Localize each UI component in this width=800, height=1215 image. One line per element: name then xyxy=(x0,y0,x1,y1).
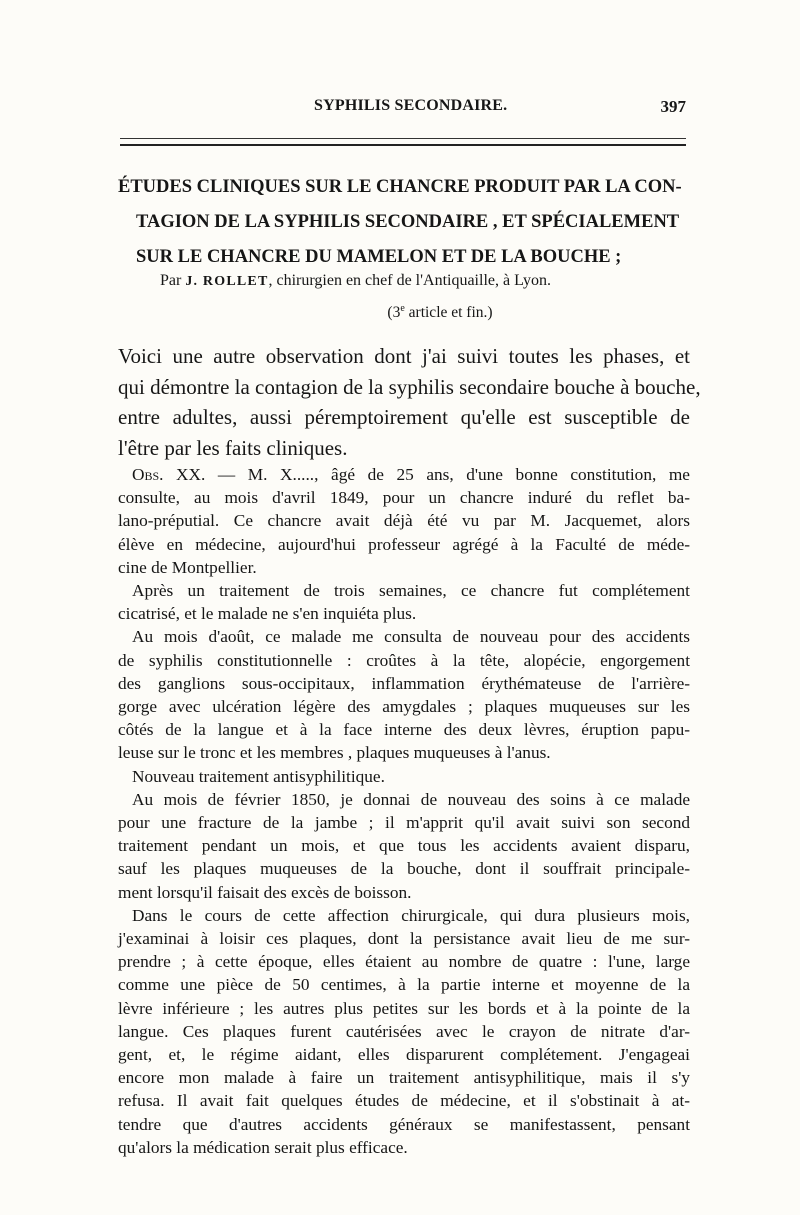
text-line: Au mois de février 1850, je donnai de nouveau des soins à ce malade xyxy=(132,789,690,809)
intro-line: entre adultes, aussi péremptoirement qu'elle est susceptible de xyxy=(118,405,690,429)
byline xyxy=(160,272,680,290)
text-line: langue. Ces plaques furent cautérisées avec le crayon de nitrate d'ar- xyxy=(118,1021,690,1041)
text-line: élève en médecine, aujourd'hui professeur agrégé à la Faculté de méde- xyxy=(118,534,690,554)
text-line: lano-préputial. Ce chancre avait déjà été vu par M. Jacquemet, alors xyxy=(118,511,690,531)
article-title-line: TAGION DE LA SYPHILIS SECONDAIRE , ET SPÉCIALEMENT xyxy=(136,212,680,232)
part-note-superscript: e xyxy=(400,303,405,314)
observation-first-line xyxy=(118,463,690,486)
article-title xyxy=(118,170,690,275)
part-note-open: (3 xyxy=(387,304,401,322)
intro-line: l'être par les faits cliniques. xyxy=(118,435,348,460)
header-rule xyxy=(120,138,686,146)
text-line: cine de Montpellier. xyxy=(118,557,257,577)
text-line: traitement pendant un mois, et que tous les accidents avaient disparu, xyxy=(118,836,690,856)
text-line: encore mon malade à faire un traitement antisyphilitique, mais il s'y xyxy=(118,1068,690,1088)
page-number: 397 xyxy=(660,97,686,116)
text-line: lèvre inférieure ; les autres plus petites sur les bords et à la pointe de la xyxy=(118,998,690,1018)
byline-affiliation: , chirurgien en chef de l'Antiquaille, à Lyon. xyxy=(268,272,551,289)
text-line: sauf les plaques muqueuses de la bouche, dont il souffrait principale- xyxy=(118,859,690,879)
running-head xyxy=(120,97,686,121)
text-line: consulte, au mois d'avril 1849, pour un chancre induré du reflet ba- xyxy=(118,488,690,508)
text-line: comme une pièce de 50 centimes, à la partie interne et moyenne de la xyxy=(118,975,690,995)
text-line: Après un traitement de trois semaines, ce chancre fut complétement xyxy=(132,581,690,601)
article-part-note xyxy=(0,303,800,322)
text-line: ment lorsqu'il faisait des excès de boisson. xyxy=(118,882,412,902)
text-line: prendre ; à cette époque, elles étaient au nombre de quatre : l'une, large xyxy=(118,952,690,972)
intro-paragraph xyxy=(118,341,701,463)
text-line: tendre que d'autres accidents généraux se manifestassent, pensant xyxy=(118,1114,690,1134)
observation-text xyxy=(118,463,690,1159)
intro-line: Voici une autre observation dont j'ai suivi toutes les phases, et xyxy=(118,344,690,368)
text-line: qu'alors la médication serait plus efficace. xyxy=(118,1137,408,1157)
intro-line: qui démontre la contagion de la syphilis secondaire bouche à bouche, xyxy=(118,374,701,399)
observation-first-line-text: — M. X....., âgé de 25 ans, d'une bonne constitution, me xyxy=(205,465,690,484)
author-name: J. ROLLET xyxy=(185,274,269,289)
byline-prefix: Par xyxy=(160,272,182,289)
text-line: Nouveau traitement antisyphilitique. xyxy=(132,766,385,786)
text-line: des ganglions sous-occipitaux, inflammation érythémateuse de l'arrière- xyxy=(118,673,690,693)
text-line: Dans le cours de cette affection chirurgicale, qui dura plusieurs mois, xyxy=(132,905,690,925)
text-line: cicatrisé, et le malade ne s'en inquiéta plus. xyxy=(118,604,417,624)
running-head-title: SYPHILIS SECONDAIRE. xyxy=(314,97,508,114)
text-line: côtés de la langue et à la face interne des deux lèvres, éruption papu- xyxy=(118,720,690,740)
text-line: leuse sur le tronc et les membres , plaques muqueuses à l'anus. xyxy=(118,743,551,763)
text-line: gorge avec ulcération légère des amygdales ; plaques muqueuses sur les xyxy=(118,697,690,717)
article-title-line: ÉTUDES CLINIQUES SUR LE CHANCRE PRODUIT PAR LA CON- xyxy=(118,177,682,197)
part-note-rest: article et fin.) xyxy=(404,304,493,322)
text-line: Au mois d'août, ce malade me consulta de nouveau pour des accidents xyxy=(132,627,690,647)
article-title-line: SUR LE CHANCRE DU MAMELON ET DE LA BOUCHE ; xyxy=(136,247,622,267)
observation-label: Obs. XX. xyxy=(132,465,206,484)
text-line: j'examinai à loisir ces plaques, dont la persistance avait lieu de me sur- xyxy=(118,929,690,949)
text-line: refusa. Il avait fait quelques études de médecine, et il s'obstinait à at- xyxy=(118,1091,690,1111)
text-line: pour une fracture de la jambe ; il m'apprit qu'il avait suivi son second xyxy=(118,813,690,833)
text-line: gent, et, le régime aidant, elles disparurent complétement. J'engageai xyxy=(118,1045,690,1065)
text-line: de syphilis constitutionnelle : croûtes à la tête, alopécie, engorgement xyxy=(118,650,690,670)
